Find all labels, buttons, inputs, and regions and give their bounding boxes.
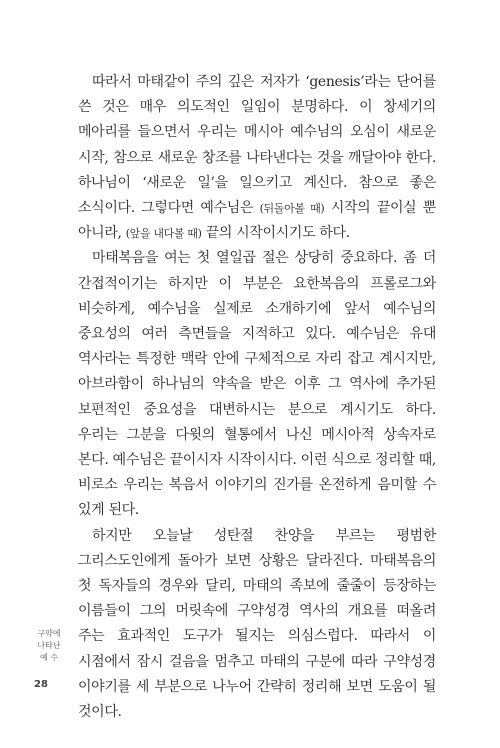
paragraph-genesis-text-c: 끝의 시작이시기도 하다. [201, 225, 350, 242]
page-number: 28 [34, 679, 48, 690]
aside-note-looking-back: (뒤돌아볼 때) [259, 202, 325, 216]
paragraph-first-seventeen-verses: 마태복음을 여는 첫 열일곱 절은 상당히 중요하다. 좀 더 간접적이기는 하지만 이 부분은 요한복음의 프롤로그와 비슷하게, 예수님을 실제로 소개하기에 앞서 예수님의 중요성의 여러 측면들을 지적하고 있다. 예수님은 유대 역사라는 특정한 맥락 안에 구체적으로 자리 잡고 계시지만, 아브라함이 하나님의 약속을 받은 이후 그 역사에 추가된 보편적인 중요성을 대변하시는 분으로 계시기도 하다. 우리는 그분을 다윗의 혈통에서 나신 메시아적 상속자로 본다. 예수님은 끝이시자 시작이시다. 이런 식으로 정리할 때, 비로소 우리는 복음서 이야기의 진가를 온전하게 음미할 수 있게 된다. [78, 250, 436, 519]
body-text [78, 70, 436, 725]
book-title-sidebar [34, 628, 64, 664]
paragraph-genesis-text-b: 시작의 끝이실 뿐 아니라, [78, 200, 436, 242]
aside-note-looking-ahead: (앞을 내다볼 때) [125, 227, 202, 241]
book-title-line-2: 나타난 [37, 641, 61, 650]
paragraph-genesis-text-a: 따라서 마태같이 주의 깊은 저자가 ‘genesis’라는 단어를 쓴 것은 매우 의도적인 일임이 분명하다. 이 창세기의 메아리를 들으면서 우리는 메시아 예수님의 오심이 새로운 시작, 참으로 새로운 창조를 나타낸다는 것을 깨달아야 한다. 하나님이 ‘새로운 일’을 일으키고 계신다. 참으로 좋은 소식이다. 그렇다면 예수님은 [78, 74, 436, 217]
book-title-line-3: 예 수 [40, 653, 58, 662]
paragraph-genesis [78, 70, 436, 246]
paragraph-christmas-carols: 하지만 오늘날 성탄절 찬양을 부르는 평범한 그리스도인에게 돌아가 보면 상황은 달라진다. 마태복음의 첫 독자들의 경우와 달리, 마태의 족보에 줄줄이 등장하는 이름들이 그의 머릿속에 구약성경 역사의 개요를 떠올려 주는 효과적인 도구가 될지는 의심스럽다. 따라서 이 시점에서 잠시 걸음을 멈추고 마태의 구분에 따라 구약성경 이야기를 세 부분으로 나누어 간략히 정리해 보면 도움이 될 것이다. [78, 527, 436, 721]
book-title-line-1: 구약에 [37, 629, 61, 638]
